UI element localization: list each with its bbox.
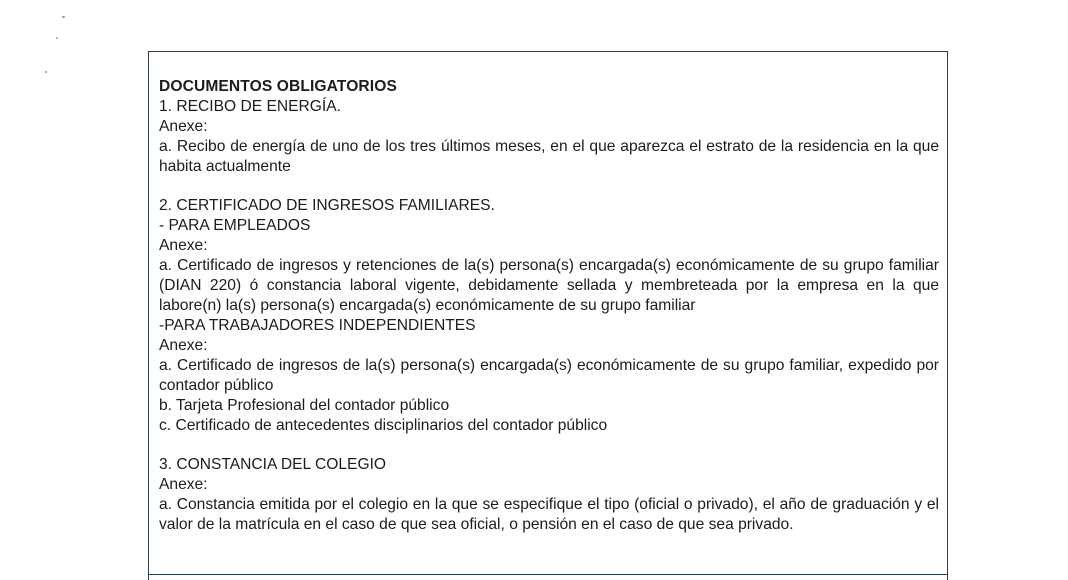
document-content bbox=[159, 77, 939, 535]
document-heading: DOCUMENTOS OBLIGATORIOS bbox=[159, 78, 397, 95]
document-frame-bottom bbox=[148, 574, 948, 575]
annex-label: Anexe: bbox=[159, 118, 208, 135]
scan-speck bbox=[56, 37, 58, 39]
subsection-title: - PARA EMPLEADOS bbox=[159, 217, 311, 234]
requirement-item: a. Recibo de energía de uno de los tres últimos meses, en el que aparezca el estrato de la residencia en la que habita actualmente bbox=[159, 138, 939, 175]
requirement-item: c. Certificado de antecedentes disciplinarios del contador público bbox=[159, 417, 608, 434]
section-spacer bbox=[159, 177, 939, 196]
section-title: 3. CONSTANCIA DEL COLEGIO bbox=[159, 456, 387, 473]
requirement-item: a. Certificado de ingresos y retenciones de la(s) persona(s) encargada(s) económicamente de su grupo familiar (DIAN 220) ó constancia laboral vigente, debidamente sellada y membreteada por la empresa en la que labore(n) la(s) persona(s) encargada(s) económicamente de su grupo familiar bbox=[159, 257, 939, 314]
annex-label: Anexe: bbox=[159, 337, 208, 354]
subsection-title: -PARA TRABAJADORES INDEPENDIENTES bbox=[159, 317, 476, 334]
section-title: 1. RECIBO DE ENERGÍA. bbox=[159, 98, 341, 115]
section-title: 2. CERTIFICADO DE INGRESOS FAMILIARES. bbox=[159, 197, 495, 214]
scan-speck bbox=[62, 16, 65, 18]
annex-label: Anexe: bbox=[159, 237, 208, 254]
requirement-item: a. Certificado de ingresos de la(s) persona(s) encargada(s) económicamente de su grupo familiar, expedido por contador público bbox=[159, 357, 939, 394]
scan-speck bbox=[45, 71, 47, 73]
annex-label: Anexe: bbox=[159, 476, 208, 493]
requirement-item: a. Constancia emitida por el colegio en la que se especifique el tipo (oficial o privado), el año de graduación y el valor de la matrícula en el caso de que sea oficial, o pensión en el caso de que sea privado. bbox=[159, 496, 939, 533]
section-spacer bbox=[159, 436, 939, 455]
requirement-item: b. Tarjeta Profesional del contador público bbox=[159, 397, 450, 414]
